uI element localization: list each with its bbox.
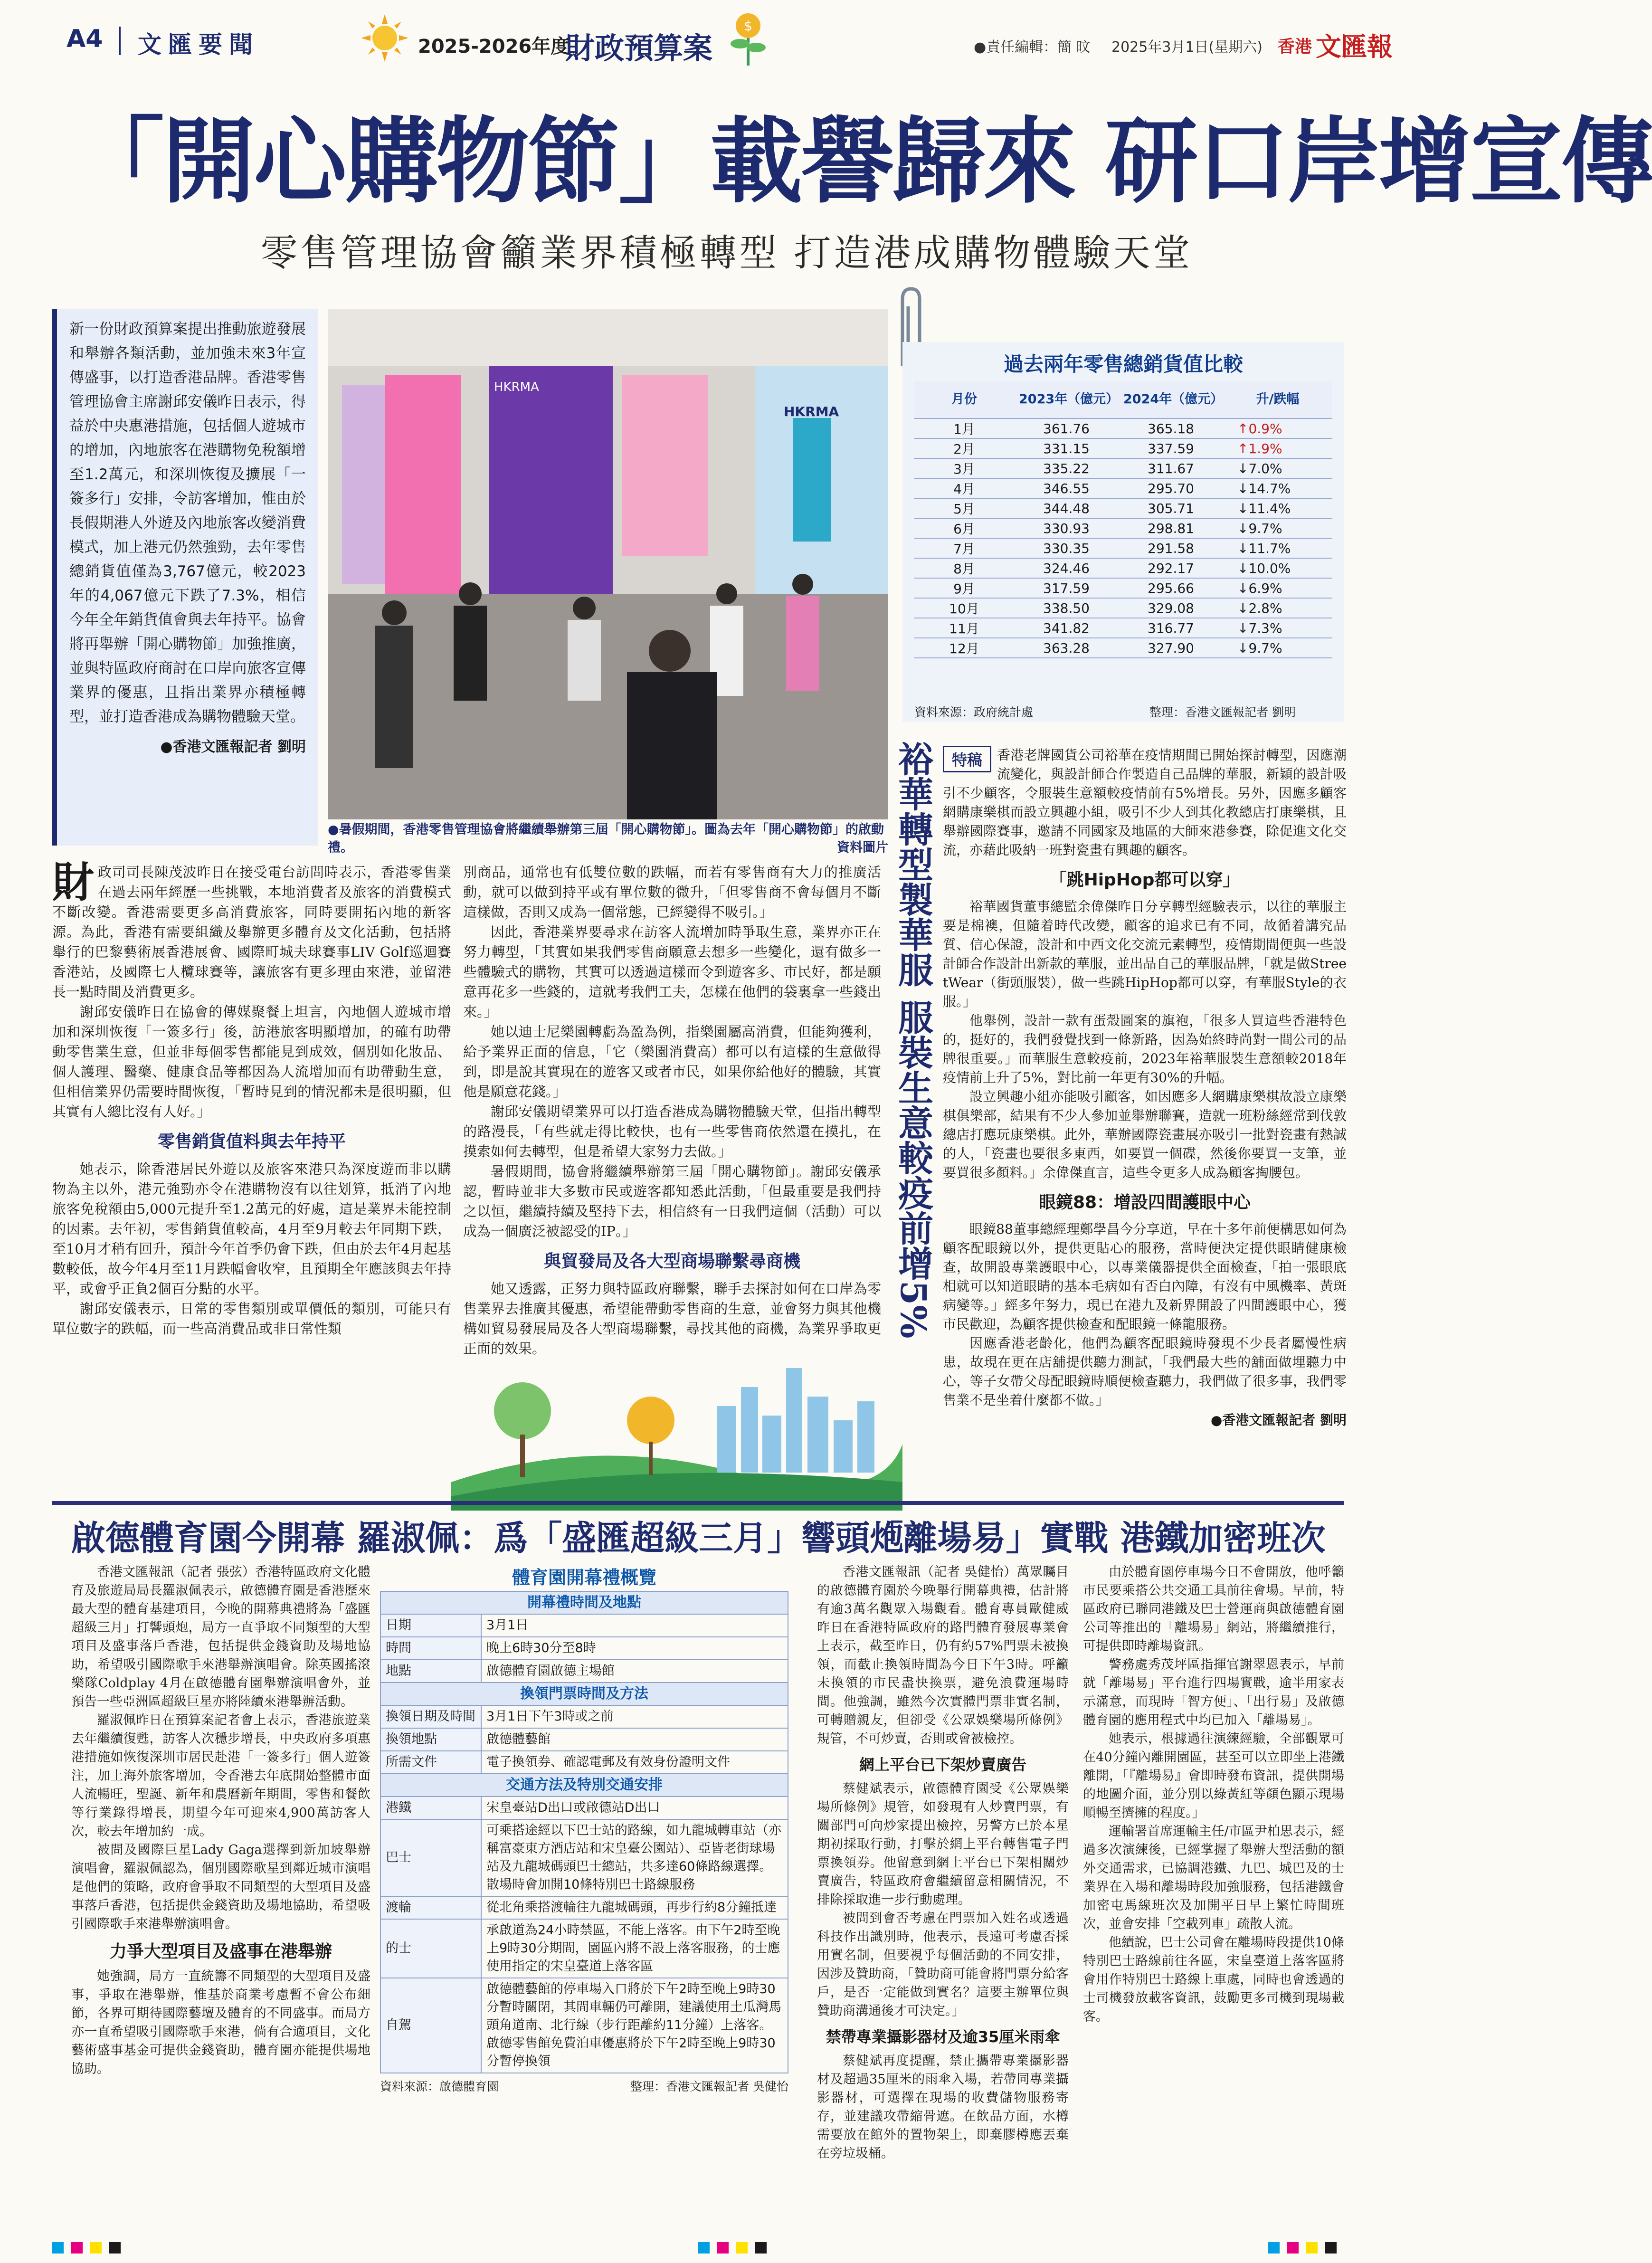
city-illustration [451, 1340, 902, 1511]
photo-credit: 資料圖片 [837, 840, 888, 855]
ticket-subhead-1: 網上平台已下架炒賣廣告 [859, 1756, 1026, 1774]
registration-swatch [1287, 2242, 1299, 2253]
cell-2024: 295.66 [1119, 578, 1223, 598]
registration-swatch [698, 2242, 710, 2253]
cell-month: 1月 [914, 418, 1014, 438]
photo-caption-text: ●暑假期間，香港零售管理協會將繼續舉辦第三屆「開心購物節」。圖為去年「開心購物節」的啟動禮。 [328, 822, 884, 855]
event-table [380, 1591, 788, 2073]
event-key: 自駕 [380, 1978, 481, 2073]
sub-headline: 零售管理協會籲業界積極轉型 打造港成購物體驗天堂 [260, 232, 1193, 275]
page-number: A4 [66, 25, 103, 53]
lead-byline: ●香港文匯報記者 劉明 [160, 739, 306, 755]
body-col2-p2: 因此，香港業界要尋求在訪客人流增加時爭取生意，業界亦正在努力轉型，「其實如果我們零售商願意去想多一些變化，還有做多一些體驗式的購物，其實可以透過這樣而令到遊客多、市民好，都是願意再花多一些錢的，這就考我們工夫，怎樣在他們的袋裏拿一些錢出來。」 [463, 924, 881, 1020]
main-headline: 「開心購物節」載譽歸來 研口岸增宣傳 [71, 107, 1652, 216]
sales-table-body [914, 418, 1332, 658]
ticket-headline: 「離場易」實戰 港鐵加密班次 [869, 1518, 1326, 1558]
cell-2023: 330.93 [1014, 518, 1119, 538]
sales-source: 資料來源：政府統計處 [914, 705, 1034, 719]
event-key: 渡輪 [380, 1896, 481, 1919]
table-row [914, 598, 1332, 618]
body-col1-p2: 謝邱安儀昨日在協會的傳媒聚餐上坦言，內地個人遊城市增加和深圳恢復「一簽多行」後，訪港旅客明顯增加，的確有助帶動零售業生意，但並非每個零售都能見到成效，個別如化妝品、個人護理、醫藥、健康食品等都因為人流增加而有助帶動生意，但相信業界仍需要時間恢復，「暫時見到的情況都未是很明顯，但其實有人總比沒有人好。」 [52, 1004, 451, 1120]
kaitak-p1: 香港文匯報訊（記者 張弦）香港特區政府文化體育及旅遊局局長羅淑佩表示，啟德體育園是香港歷來最大型的體育基建項目，今晚的開幕典禮將為「盛匯超級三月」打響頭炮，局方一直爭取不同類型的大型項目及盛事落戶香港，包括提供金錢資助及場地協助，希望吸引國際歌手來港舉辦演唱會。除英國搖滾樂隊Coldplay 4月在啟德體育園舉辦演唱會外，並預告一些亞洲區超級巨星亦將陸續來港舉辦活動。 [71, 1565, 370, 1709]
cell-change: ↓11.4% [1223, 498, 1332, 518]
cell-change: ↑0.9% [1223, 418, 1332, 438]
ticket-p8: 運輸署首席運輸主任/市區尹柏思表示，經過多次演練後，已經掌握了舉辦大型活動的額外交通需求，已協調港鐵、九巴、城巴及的士業界在入場和離場時段加強服務，包括港鐵會加密屯馬線班次及加開平日早上繁忙時間班次，並會安排「空載列車」疏散人流。 [1083, 1824, 1344, 1931]
svg-text:$: $ [744, 18, 752, 34]
registration-swatch [71, 2242, 83, 2253]
feature-subhead-2: 眼鏡88：增設四間護眼中心 [1038, 1193, 1251, 1212]
cell-change: ↓7.0% [1223, 458, 1332, 478]
event-key: 的士 [380, 1919, 481, 1978]
body-column-1 [52, 857, 451, 1339]
cell-month: 8月 [914, 558, 1014, 578]
cell-change: ↑1.9% [1223, 438, 1332, 458]
section-divider [52, 1501, 1344, 1505]
cell-month: 5月 [914, 498, 1014, 518]
event-val: 電子換領券、確認電郵及有效身份證明文件 [481, 1751, 788, 1774]
cell-2024: 311.67 [1119, 458, 1223, 478]
event-table-box [380, 1563, 788, 2094]
ticket-p3: 被問到會否考慮在門票加入姓名或透過科技作出識別時，他表示，長遠可考慮否採用實名制，但要視乎每個活動的不同安排，因涉及贊助商，「贊助商可能會將門票分給客戶，是否一定能做到實名？這要主辦單位與贊助商溝通後才可決定。」 [817, 1911, 1069, 2018]
section-title: 文匯要聞 [138, 31, 259, 58]
photo-sign-left: HKRMA [494, 380, 539, 394]
event-table-title: 體育園開幕禮概覽 [512, 1567, 656, 1588]
photo-caption [328, 821, 888, 857]
budget-year: 2025-2026年度 [418, 36, 570, 57]
cell-2023: 363.28 [1014, 638, 1119, 658]
body-col1-p3: 她表示，除香港居民外遊以及旅客來港只為深度遊而非以購物為主以外，港元強勁亦令在港購物沒有以往划算，抵消了內地旅客免稅額由5,000元提升至1.2萬元的好處，這是業界未能控制的因素。去年初，零售銷貨值較高，4月至9月較去年同期下跌，至10月才稍有回升，預計今年首季仍會下跌，但由於去年4月起基數較低，故今年4月至11月跌幅會收窄，且預期全年應該與去年持平，或會乎正負2個百分點的水平。 [52, 1161, 451, 1297]
registration-swatch [52, 2242, 64, 2253]
cell-change: ↓9.7% [1223, 518, 1332, 538]
body-col2-p1: 別商品，通常也有低雙位數的跌幅，而若有零售商有大力的推廣活動，就可以做到持平或有單位數的微升，「但零售商不會每個月不斷這樣做，否則又成為一個常態，已經變得不吸引。」 [463, 864, 881, 920]
paper-prefix: 香港 [1278, 37, 1312, 57]
cell-month: 3月 [914, 458, 1014, 478]
ticket-p1: 香港文匯報訊（記者 吳健怡）萬眾矚目的啟德體育園於今晚舉行開幕典禮，估計將有逾3萬名觀眾入場觀看。體育專員歐健威昨日在香港特區政府的路門體育發展專業會上表示，截至昨日，仍有約57%門票未被換領，而截止換領時間為今日下午3時。呼籲未換領的市民盡快換票，避免浪費運場時間。他強調，雖然今次實體門票非實名制，可轉贈親友，但卻受《公眾娛樂場所條例》規管，不可炒賣，否則或會被檢控。 [817, 1565, 1069, 1746]
ticket-p4: 蔡健斌再度提醒，禁止攜帶專業攝影器材及超過35厘米的雨傘入場，若帶同專業攝影器材，可選擇在現場的收費儲物服務寄存，並建議攻帶縮骨遮。在飲品方面，水樽需要放在館外的置物架上，即棄膠樽應丟棄在旁垃圾桶。 [817, 2054, 1069, 2161]
feature-intro [943, 746, 1347, 860]
event-photo [328, 309, 888, 819]
registration-swatch [736, 2242, 748, 2253]
cell-2024: 329.08 [1119, 598, 1223, 618]
event-key: 地點 [380, 1660, 481, 1683]
body-col2-p6: 她又透露，正努力與特區政府聯繫，聯手去探討如何在口岸為零售業界去推廣其優惠，希望能帶動零售商的生意，並會努力與其他機構如貿易發展局及各大型商場聯繫，尋找其他的商機，為業界爭取更正面的效果。 [463, 1281, 881, 1357]
event-sec-1: 開幕禮時間及地點 [380, 1591, 788, 1614]
cell-change: ↓14.7% [1223, 478, 1332, 498]
cell-month: 12月 [914, 638, 1014, 658]
print-registration-bar [52, 2242, 1344, 2254]
event-key: 換領日期及時間 [380, 1705, 481, 1728]
feature-column [943, 746, 1347, 1429]
cell-2024: 291.58 [1119, 538, 1223, 558]
cell-month: 10月 [914, 598, 1014, 618]
col-change: 升/跌幅 [1223, 381, 1332, 418]
event-val: 啟德體藝館 [481, 1728, 788, 1751]
sales-table-title: 過去兩年零售總銷貨值比較 [1003, 352, 1243, 376]
table-row [914, 458, 1332, 478]
cell-2024: 316.77 [1119, 618, 1223, 638]
kaitak-p3: 被問及國際巨星Lady Gaga選擇到新加坡舉辦演唱會，羅淑佩認為，個別國際歌星到鄰近城市演唱是他們的策略，政府會爭取不同類型的大型項目及盛事落戶香港，包括提供金錢資助及場地協助，希望吸引國際歌手來港舉辦演唱會。 [71, 1843, 370, 1931]
registration-swatch [717, 2242, 729, 2253]
feature-p4: 設立興趣小組亦能吸引顧客，如因應多人網購康樂棋故設立康樂棋俱樂部，結果有不少人參加並舉辦聯賽，造就一班粉絲經常到伐敦總店打應玩康樂棋。此外，華辦國際瓷畫展亦吸引一批對瓷畫有熱誠的人，「瓷畫也要很多東西，如要買一個碟，然後你要買一支筆，並要買很多顏料。」余偉傑直言，這些令更多人成為顧客掏腰包。 [943, 1089, 1347, 1180]
budget-tag: 財政預算案 [565, 31, 713, 66]
event-compiled: 整理：香港文匯報記者 吳健怡 [630, 2080, 788, 2093]
ticket-p5: 由於體育園停車場今日不會開放，他呼籲市民要乘搭公共交通工具前往會場。早前，特區政府已聯同港鐵及巴士營運商與啟德體育園公司等推出的「離場易」網站，將繼續推行，可提供即時離場資訊。 [1083, 1565, 1344, 1654]
feature-p5: 眼鏡88董事總經理鄭學昌今分享道，早在十多年前便構思如何為顧客配眼鏡以外，提供更貼心的服務，當時便決定提供眼睛健康檢查，故開設專業護眼中心，以專業儀器提供全面檢查，「拍一張眼底相就可以知道眼睛的基本毛病如有否白內障，有沒有中風機率、黃斑病變等。」經多年努力，現已在港九及新界開設了四間護眼中心，獲市民歡迎，為顧客提供檢查和配眼鏡一條龍服務。 [943, 1221, 1347, 1332]
cell-change: ↓6.9% [1223, 578, 1332, 598]
col-month: 月份 [914, 381, 1014, 418]
date-line: 2025年3月1日(星期六) [1111, 39, 1263, 56]
event-val: 宋皇臺站D出口或啟德站D出口 [481, 1797, 788, 1819]
event-source: 資料來源：啟德體育園 [380, 2080, 499, 2093]
cell-2023: 341.82 [1014, 618, 1119, 638]
registration-swatch [1325, 2242, 1337, 2253]
table-row [914, 438, 1332, 458]
table-row [914, 498, 1332, 518]
event-key: 日期 [380, 1614, 481, 1637]
editor-credit: ●責任編輯：簡 旼 [974, 39, 1091, 56]
event-sec-2: 換領門票時間及方法 [380, 1683, 788, 1705]
registration-swatch [90, 2242, 102, 2253]
ticket-p6: 警務處秀茂坪區指揮官謝翠恩表示，早前就「離場易」平台進行四場實戰，逾半用家表示滿意，而現時「智方便」、「出行易」及啟德體育園的應用程式中均已加入「離場易」。 [1083, 1657, 1344, 1728]
event-key: 換領地點 [380, 1728, 481, 1751]
body-column-2 [463, 862, 881, 1359]
paper-logo: 文匯報 [1316, 32, 1393, 62]
lead-text: 新一份財政預算案提出推動旅遊發展和舉辦各類活動，並加強未來3年宣傳盛事，以打造香港品牌。香港零售管理協會主席謝邱安儀昨日表示，得益於中央惠港措施，包括個人遊城市的增加，內地旅客在港購物免稅額增至1.2萬元，和深圳恢復及擴展「一簽多行」安排，令訪客增加，惟由於長假期港人外遊及內地旅客改變消費模式，加上港元仍然強勁，去年零售總銷貨值僅為3,767億元，較2023年的4,067億元下跌了7.3%，相信今年全年銷貨值會與去年持平。協會將再舉辦「開心購物節」加強推廣，並與特區政府商討在口岸向旅客宣傳業界的優惠，且指出業界亦積極轉型，並打造香港成為購物體驗天堂。 [69, 321, 306, 725]
cell-month: 9月 [914, 578, 1014, 598]
event-val: 可乘搭途經以下巴士站的路線，如九龍城轉車站（亦稱富豪東方酒店站和宋皇臺公園站）、亞皆老街球場站及九龍城碼頭巴士總站，共多達60條路線選擇。散場時會加開10條特別巴士路線服務 [481, 1819, 788, 1896]
table-row [914, 638, 1332, 658]
sun-logo [361, 14, 408, 62]
cell-2023: 317.59 [1014, 578, 1119, 598]
cell-2023: 344.48 [1014, 498, 1119, 518]
registration-swatch [755, 2242, 767, 2253]
table-row [914, 538, 1332, 558]
cell-2023: 338.50 [1014, 598, 1119, 618]
page-header [0, 0, 1415, 71]
event-key: 巴士 [380, 1819, 481, 1896]
cell-2024: 295.70 [1119, 478, 1223, 498]
kaitak-p4: 她強調，局方一直統籌不同類型的大型項目及盛事，爭取在港舉辦，惟基於商業考慮暫不會公布細節，各界可期待國際藝壇及體育的不同盛事。而局方亦一直希望吸引國際歌手來港，倘有合適項目，文化藝術盛事基金可提供金錢資助，體育園亦能提供場地協助。 [71, 1969, 370, 2076]
feature-subhead-1: 「跳HipHop都可以穿」 [1049, 870, 1240, 890]
table-row [914, 618, 1332, 638]
cell-change: ↓9.7% [1223, 638, 1332, 658]
registration-swatch [109, 2242, 121, 2253]
body-col1-p4: 謝邱安儀表示，日常的零售類別或單價低的類別，可能只有單位數字的跌幅，而一些高消費品或非日常性類 [52, 1301, 451, 1337]
table-row [914, 418, 1332, 438]
kaitak-p2: 羅淑佩昨日在預算案記者會上表示，香港旅遊業去年繼續復甦，訪客人次穩步增長，中央政府多項惠港措施如恢復深圳市居民赴港「一簽多行」個人遊簽注，加上海外旅客增加，令香港去年底開始整體市面人流暢旺，聖誕、新年和農曆新年期間，零售和餐飲等行業錄得增長，期望今年可迎來4,900萬訪客人次，較去年增加約一成。 [71, 1713, 370, 1839]
cell-2024: 292.17 [1119, 558, 1223, 578]
feature-vertical-title: 裕華轉型製華服 服裝生意較疫前增5% [892, 741, 933, 1339]
sales-table-box [902, 342, 1344, 722]
cell-month: 4月 [914, 478, 1014, 498]
table-row [914, 578, 1332, 598]
registration-swatch [1268, 2242, 1280, 2253]
body-col1-p1-text: 政司司長陳茂波昨日在接受電台訪問時表示，香港零售業在過去兩年經歷一些挑戰，本地消費者及旅客的消費模式不斷改變。香港需要更多高消費旅客，同時要開拓內地的新客源。為此，香港有需要組織及舉辦更多體育及文化活動，包括將舉行的巴黎藝術展香港展會、國際町城夫球賽事LIV Golf巡迴賽香港站，及國際七人欖球賽等，讓旅客有更多理由來港，並留港長一點時間及消費更多。 [52, 864, 451, 1000]
feature-p3: 他舉例，設計一款有蛋殼圖案的旗袍，「很多人買這些香港特色的，挺好的，我們發覺找到一條新路，因為始終時尚對一間公司的品牌很重要。」而華服生意較疫前，2023年裕華服裝生意額較2018年疫情前上升了5%，對比前一年更有30%的升幅。 [943, 1013, 1347, 1085]
cell-change: ↓7.3% [1223, 618, 1332, 638]
cell-2024: 365.18 [1119, 418, 1223, 438]
cell-2023: 324.46 [1014, 558, 1119, 578]
col-2023: 2023年（億元） [1014, 381, 1119, 418]
ticket-column-1 [817, 1563, 1069, 2163]
body-col2-p4: 謝邱安儀期望業界可以打造香港成為購物體驗天堂，但指出轉型的路漫長，「有些就走得比較快，也有一些零售商依然還在摸扎，在摸索如何去轉型，但是希望大家努力去做。」 [463, 1103, 881, 1160]
photo-sign-right: HKRMA [784, 404, 839, 419]
body-col1-p1 [52, 857, 451, 1002]
cell-2024: 327.90 [1119, 638, 1223, 658]
kaitak-headline: 啟德體育園今開幕 羅淑佩：爲「盛匯超級三月」響頭炮 [71, 1518, 904, 1558]
feature-p6: 因應香港老齡化，他們為顧客配眼鏡時發現不少長者屬慢性病患，故現在更在店舖提供聽力測試，「我們最大些的舖面做埋聽力中心，等子女帶父母配眼鏡時順便檢查聽力，我們做了很多事，我們零售業不是坐着什麼都不做。」 [943, 1335, 1347, 1408]
body-col2-subhead: 與貿發局及各大型商場聯繫尋商機 [543, 1252, 800, 1271]
ticket-subhead-2: 禁帶專業攝影器材及逾35厘米雨傘 [826, 2028, 1060, 2046]
sales-compiled: 整理：香港文匯報記者 劉明 [1149, 705, 1296, 719]
event-key: 港鐵 [380, 1797, 481, 1819]
event-val: 晚上6時30分至8時 [481, 1637, 788, 1660]
cell-change: ↓11.7% [1223, 538, 1332, 558]
cell-change: ↓10.0% [1223, 558, 1332, 578]
table-row [914, 478, 1332, 498]
cell-change: ↓2.8% [1223, 598, 1332, 618]
table-row [914, 558, 1332, 578]
ticket-p9: 他續說，巴士公司會在離場時段提供10條特別巴士路線前往各區，宋皇臺道上落客區將會用作特別巴士路線上車處，同時也會透過的士司機發放載客資訊，鼓勵更多司機到現場載客。 [1083, 1935, 1344, 2024]
ticket-p2: 蔡健斌表示，啟德體育園受《公眾娛樂場所條例》規管，如發現有人炒賣門票，有關部門可向炒家提出檢控，另警方已於本星期初採取行動，打擊於網上平台轉售電子門票換領券。他留意到網上平台已下架相關炒賣廣告，特區政府會繼續留意相關情況，不排除採取進一步行動處理。 [817, 1781, 1069, 1907]
cell-2023: 361.76 [1014, 418, 1119, 438]
kaitak-text-column [71, 1563, 370, 2078]
event-val: 承啟道為24小時禁區，不能上落客。由下午2時至晚上9時30分期間，園區內將不設上落客服務，的士應使用指定的宋皇臺道上落客區 [481, 1919, 788, 1978]
lead-box [52, 309, 318, 846]
event-table-footer [380, 2077, 788, 2094]
event-key: 所需文件 [380, 1751, 481, 1774]
ticket-p7: 她表示，根據過往演練經驗，全部觀眾可在40分鐘內離開園區，甚至可以立即坐上港鐵離開，「『離場易』會即時發布資訊，提供開場的地圖介面，並分別以綠黃紅等顏色顯示現場順暢至擠擁的程度。」 [1083, 1731, 1344, 1820]
kaitak-subhead: 力爭大型項目及盛事在港舉辦 [109, 1942, 332, 1961]
event-val: 3月1日 [481, 1614, 788, 1637]
cell-2023: 331.15 [1014, 438, 1119, 458]
feature-tag: 特稿 [943, 746, 991, 772]
col-2024: 2024年（億元） [1119, 381, 1223, 418]
cell-2023: 346.55 [1014, 478, 1119, 498]
dropcap: 財 [52, 857, 95, 907]
cell-2024: 305.71 [1119, 498, 1223, 518]
body-col1-subhead: 零售銷貨值料與去年持平 [157, 1132, 346, 1151]
event-val: 3月1日下午3時或之前 [481, 1705, 788, 1728]
sales-table [914, 381, 1332, 658]
body-col2-p5: 暑假期間，協會將繼續舉辦第三屆「開心購物節」。謝邱安儀承認，暫時並非大多數市民或遊客都知悉此活動，「但最重要是我們持之以恒，繼續持續及堅持下去，相信終有一日我們這個（活動）可以成為一個廣泛被認受的IP。」 [463, 1163, 881, 1239]
body-col2-p3: 她以迪士尼樂園轉虧為盈為例，指樂園屬高消費，但能夠獲利，給予業界正面的信息，「它（樂園消費高）都可以有這樣的生意做得到，即是說其實現在的遊客又或者市民，如果你給他好的體驗，其實他是願意花錢。」 [463, 1024, 881, 1100]
cell-2023: 335.22 [1014, 458, 1119, 478]
coin-plant-icon [727, 10, 769, 67]
event-val: 啟德體藝館的停車場入口將於下午2時至晚上9時30分暫時關閉，其間車輛仍可離開，建議使用土瓜灣馬頭角道南、北行線（步行距離約11分鐘）上落客。啟德零售館免費泊車優惠將於下午2時至晚上9時30分暫停換領 [481, 1978, 788, 2073]
cell-2024: 337.59 [1119, 438, 1223, 458]
cell-2023: 330.35 [1014, 538, 1119, 558]
feature-p2: 裕華國貨董事總監余偉傑昨日分享轉型經驗表示，以往的華服主要是棉襖，但隨着時代改變，顧客的追求已有不同，故循着講究品質、信心保證，設計和中西文化交流元素轉型，疫情期間便與一些設計師合作設計出新款的華服，並出品自己的華服品牌，「就是做StreetWear（街頭服裝），做一些跳HipHop都可以穿，有華服Style的衣服。」 [943, 899, 1347, 1009]
cell-month: 2月 [914, 438, 1014, 458]
ticket-column-2 [1083, 1563, 1344, 2026]
feature-p1: 香港老牌國貨公司裕華在疫情期間已開始探討轉型，因應潮流變化，與設計師合作製造自己品牌的華服，新穎的設計吸引不少顧客，令服裝生意額較疫情前有5%增長。另外，因應多顧客網購康樂棋而設立興趣小組，吸引不少人到其化教總店打康樂棋，且舉辦國際賽事，邀請不同國家及地區的大師來港參賽，除促進文化交流，亦藉此吸納一班對瓷畫有興趣的顧客。 [943, 747, 1347, 858]
event-key: 時間 [380, 1637, 481, 1660]
event-val: 從北角乘搭渡輪往九龍城碼頭，再步行約8分鐘抵達 [481, 1896, 788, 1919]
cell-month: 6月 [914, 518, 1014, 538]
cell-month: 7月 [914, 538, 1014, 558]
table-row [914, 518, 1332, 538]
cell-month: 11月 [914, 618, 1014, 638]
event-val: 啟德體育園啟德主場館 [481, 1660, 788, 1683]
event-sec-3: 交通方法及特別交通安排 [380, 1774, 788, 1797]
page-number-bar [119, 27, 121, 55]
feature-byline: ●香港文匯報記者 劉明 [1210, 1412, 1347, 1428]
cell-2024: 298.81 [1119, 518, 1223, 538]
registration-swatch [1306, 2242, 1318, 2253]
